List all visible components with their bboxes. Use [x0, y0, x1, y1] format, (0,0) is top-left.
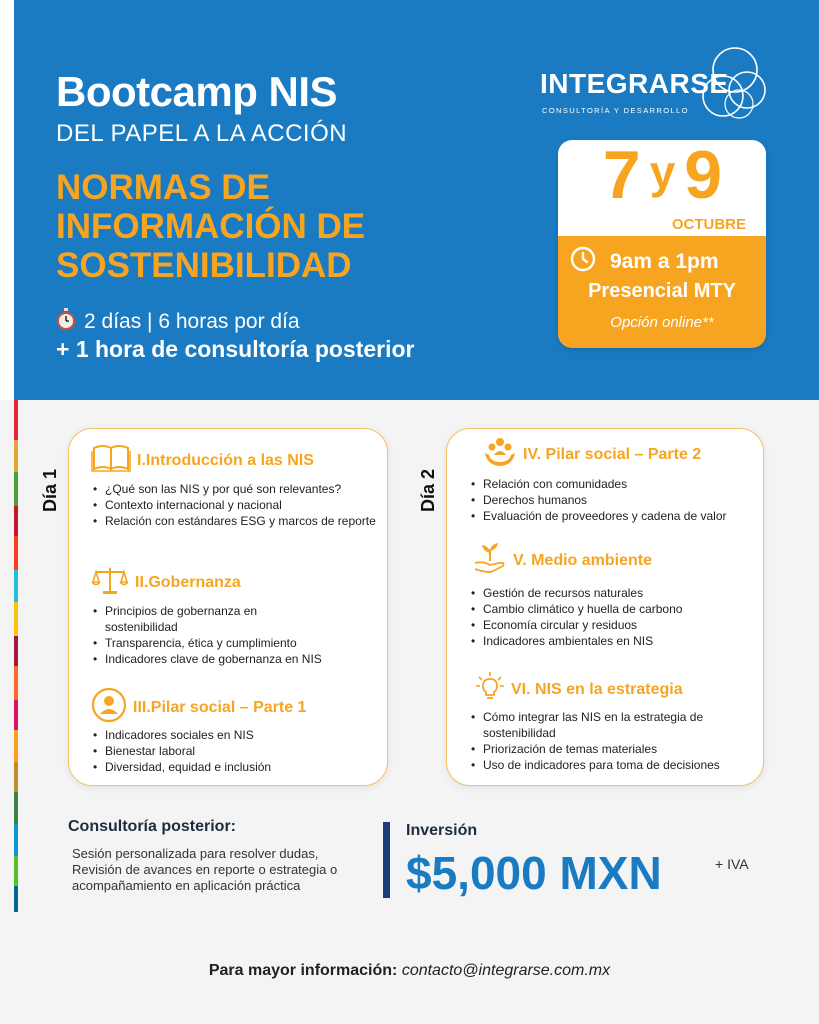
- contact-line: [0, 962, 819, 980]
- page-subtitle: DEL PAPEL A LA ACCIÓN: [56, 120, 348, 147]
- date-card-top: [558, 140, 766, 236]
- list-item: • ¿Qué son las NIS y por qué son relevantes?: [91, 481, 381, 497]
- section-strategy-title: VI. NIS en la estrategia: [511, 680, 683, 698]
- event-place: Presencial MTY: [588, 280, 736, 302]
- logo-name: INTEGRARSE: [540, 68, 729, 99]
- section-environment-header: [473, 541, 652, 580]
- sdg-color-stripe: [14, 400, 18, 912]
- section-strategy-list: [469, 709, 759, 773]
- list-item: • Uso de indicadores para toma de decisiones: [469, 757, 759, 773]
- section-environment-list: [469, 585, 759, 649]
- event-dates: [558, 140, 766, 214]
- person-icon: [91, 687, 127, 728]
- list-item: • Indicadores clave de gobernanza en NIS: [91, 651, 331, 667]
- list-item: • Indicadores sociales en NIS: [91, 727, 381, 743]
- list-item: • Indicadores ambientales en NIS: [469, 633, 759, 649]
- list-item: • Relación con comunidades: [469, 476, 759, 492]
- consulting-description: Sesión personalizada para resolver dudas, Revisión de avances en reporte o estrategia o acompañamiento en aplicación práctica: [72, 846, 338, 893]
- clock-icon: [570, 246, 596, 278]
- main-headline: NORMAS DE INFORMACIÓN DE SOSTENIBILIDAD: [56, 168, 366, 285]
- list-item: • Diversidad, equidad e inclusión: [91, 759, 381, 775]
- section-social2-header: [483, 435, 701, 474]
- date-connector: y: [649, 146, 675, 198]
- day-2-card: [446, 428, 764, 786]
- section-intro-header: [91, 443, 314, 478]
- left-margin-strip: [0, 0, 14, 400]
- brand-logo: [540, 40, 770, 130]
- investment-tax: + IVA: [715, 856, 749, 872]
- contact-email-link[interactable]: contacto@integrarse.com.mx: [401, 962, 611, 979]
- section-governance-title: II.Gobernanza: [135, 573, 241, 591]
- list-item: • Bienestar laboral: [91, 743, 381, 759]
- section-social1-title: III.Pilar social – Parte 1: [133, 698, 307, 716]
- event-time: 9am a 1pm: [610, 250, 719, 273]
- list-item: • Contexto internacional y nacional: [91, 497, 381, 513]
- day-1-label: Día 1: [40, 468, 60, 512]
- community-icon: [483, 435, 517, 474]
- section-intro-list: [91, 481, 381, 529]
- book-icon: [91, 443, 131, 478]
- lightbulb-icon: [475, 671, 505, 708]
- list-item: • Cambio climático y huella de carbono: [469, 601, 759, 617]
- section-social1-list: [91, 727, 381, 775]
- section-environment-title: V. Medio ambiente: [513, 551, 652, 569]
- list-item: • Principios de gobernanza en sostenibilidad: [91, 603, 331, 635]
- duration-text: 2 días | 6 horas por día: [84, 310, 300, 333]
- stopwatch-icon: [56, 308, 76, 336]
- day-2-label: Día 2: [418, 468, 438, 512]
- list-item: • Priorización de temas materiales: [469, 741, 759, 757]
- section-governance-header: [91, 565, 241, 600]
- consulting-title: Consultoría posterior:: [68, 818, 237, 835]
- section-governance-list: [91, 603, 331, 667]
- event-day-2: 9: [684, 140, 722, 213]
- investment-price: $5,000 MXN: [406, 847, 662, 899]
- investment-label: Inversión: [406, 822, 478, 839]
- scale-icon: [91, 565, 129, 600]
- consulting-highlight: + 1 hora de consultoría posterior: [56, 336, 415, 362]
- date-card: [558, 140, 766, 348]
- list-item: • Cómo integrar las NIS en la estrategia de sostenibilidad: [469, 709, 759, 741]
- section-social1-header: [91, 687, 306, 728]
- investment-accent-bar: [383, 822, 390, 898]
- page-title: Bootcamp NIS: [56, 68, 338, 115]
- list-item: • Relación con estándares ESG y marcos de reporte: [91, 513, 381, 529]
- plant-hand-icon: [473, 541, 507, 580]
- event-online-option: Opción online**: [610, 314, 714, 331]
- day-1-card: [68, 428, 388, 786]
- contact-label: Para mayor información:: [208, 962, 398, 979]
- list-item: • Transparencia, ética y cumplimiento: [91, 635, 331, 651]
- list-item: • Evaluación de proveedores y cadena de valor: [469, 508, 759, 524]
- list-item: • Gestión de recursos naturales: [469, 585, 759, 601]
- event-day-1: 7: [602, 140, 640, 213]
- logo-tagline: CONSULTORÍA Y DESARROLLO: [542, 106, 689, 115]
- time-row: [570, 246, 719, 278]
- section-intro-title: I.Introducción a las NIS: [137, 451, 314, 469]
- list-item: • Derechos humanos: [469, 492, 759, 508]
- section-strategy-header: [475, 671, 683, 708]
- event-month: OCTUBRE: [671, 216, 746, 233]
- date-card-bottom: [558, 236, 766, 348]
- logo-circles-icon: [695, 40, 770, 128]
- section-social2-title: IV. Pilar social – Parte 2: [523, 445, 702, 463]
- list-item: • Economía circular y residuos: [469, 617, 759, 633]
- section-social2-list: [469, 476, 759, 524]
- duration-line: [56, 308, 300, 336]
